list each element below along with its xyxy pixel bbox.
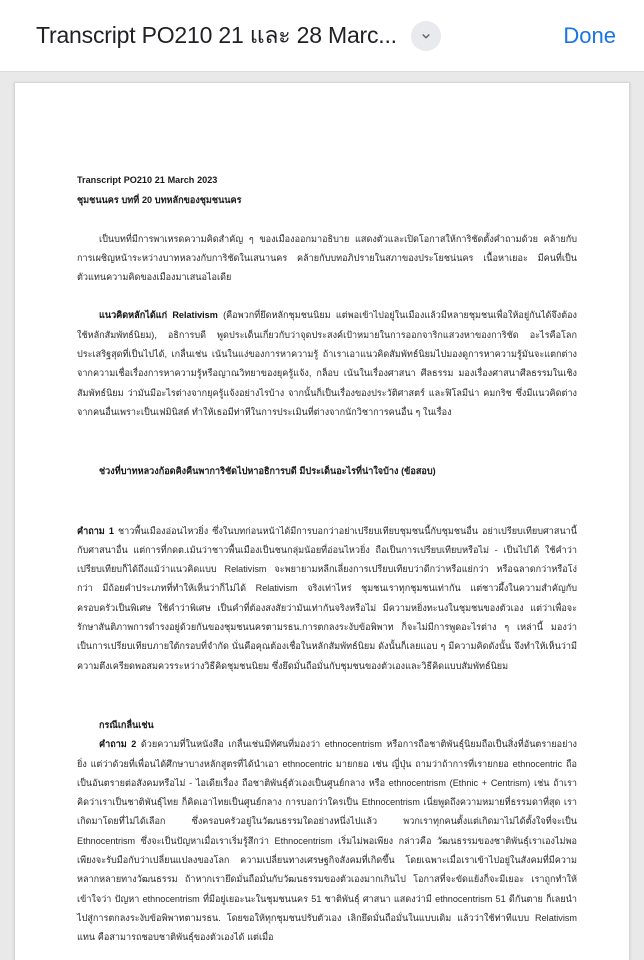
question-2-label: คำถาม 2 bbox=[99, 739, 137, 750]
document-body bbox=[77, 171, 577, 948]
spacer bbox=[77, 443, 577, 462]
paragraph-question-1 bbox=[77, 522, 577, 676]
doc-heading-chapter: ชุมชนนคร บทที่ 20 บทหลักของชุมชนนคร bbox=[77, 195, 242, 206]
question-1-text: ชาวพื้นเมืองอ่อนไหวยิ่ง ซึ่งในบทก่อนหน้าได้มีการบอกว่าอย่าเปรียบเทียบชุมชนนี้กับชุมชนอื่น อย่าเปรียบเทียบศาสนานี้กับศาสนาอื่น แต่การที่กดต.เม้นว่าชาวพื้นเมืองเป็นชนกลุ่มน้อยที่อ่อนไหวยิ่ง ถือเป็นการเปรียบเทียบหรือไม่ - เป็นไปได้ ใช้คำว่าเปรียบเทียบก็ได้ถึงแม้ว่าแนวคิดแบบ Relativism จะพยายามหลีกเลี่ยงการเปรียบเทียบว่าดีกว่าหรือแย่กว่า หรือฉลาดกว่าหรือโง่กว่า มีถ้อยคำประเภทที่ทำให้เห็นว่าก็ไม่ได้ Relativism จริงเท่าไหร่ ชุมชนเราทุกชุมชนเท่ากัน แต่ชาวผึ้งในความสำคัญกับครอบครัวเป็นพิเศษ ใช้คำว่าพิเศษ เป็นคำที่ต้องสงสัยว่ามันเท่ากันจริงหรือไม่ มีความหยิ่งทะนงในชุมชนของตัวเอง แต่ว่าเพื่อจะรักษาสันติภาพการดำรงอยู่ด้วยกันของชุมชนนครตามรธน.การตกลงระงับข้อพิพาท ก็จะไม่มีการพูดอะไรต่าง ๆ เหล่านี้ มองว่าเป็นการเปรียบเทียบภายใต้กรอบที่จำกัด นั่นคือคุณต้องเชื่อในหลักสัมพัทธ์นิยม ดังนั้นก็เลยแอบ ๆ มีความคิดดังนั้น จึงทำให้เห็นว่ามีความตึงเครียดพอสมควรระหว่างวิธีคิดชุมชนนิยม ซึ่งยึดมั่นถือมั่นกับชุมชนของตัวเองและวิธีคิดแบบสัมพัทธ์นิยม bbox=[77, 525, 577, 671]
spacer bbox=[77, 503, 577, 522]
spacer bbox=[77, 482, 577, 503]
document-page bbox=[14, 82, 630, 960]
question-1-label: คำถาม 1 bbox=[77, 525, 114, 536]
section-heading-exam: ช่วงที่บาทหลวงก้อดคิงคืนพาการิชัดไปหาอธิการบดี มีประเด็นอะไรที่น่าใจบ้าง (ข้อสอบ) bbox=[99, 466, 436, 477]
spacer bbox=[77, 697, 577, 716]
spacer bbox=[77, 676, 577, 697]
doc-heading-transcript: Transcript PO210 21 March 2023 bbox=[77, 175, 218, 185]
paragraph-relativism bbox=[77, 306, 577, 422]
paragraph-relativism-lead: แนวคิดหลักได้แก่ Relativism bbox=[99, 310, 218, 321]
document-viewport[interactable] bbox=[0, 72, 644, 960]
app-header bbox=[0, 0, 644, 72]
paragraph-question-2 bbox=[77, 735, 577, 947]
paragraph-relativism-rest: (คือพวกที่ยึดหลักชุมชนนิยม แต่พอเข้าไปอยู่ในเมืองแล้วมีหลายชุมชนเพื่อให้อยู่กันได้จึงต้องใช้หลักสัมพัทธ์นิยม), อธิการบดี พูดประเด็นเกี่ยวกับว่าจุดประสงค์เป้าหมายในการออกจาริกแสวงหาของการิชัด อะไรคือโลกประเสริฐสุดที่เป็นไปได้, เกลื่นเช่น เน้นในแง่ของการหาความรู้ ถ้าเราเอาแนวคิดสัมพัทธ์นิยมไปมองดูการหาความรู้มันจะแตกต่างจากความเชื่อเรื่องการหาความรู้หรือญาณวิทยาของยุครู้แจ้ง, กล็อบ เน้นในเรื่องศาสนา ศีลธรรม มองเรื่องศาสนาศีลธรรมในเชิงสัมพัทธ์นิยม ว่ามันมีอะไรต่างจากยุครู้แจ้งอย่างไรบ้าง จากนั้นก็เป็นเรื่องของประวัติศาสตร์ และฟิโลมีน่า คมกริช ซึ่งมีแนวคิดต่างจากคนอื่นเพราะเป็นเฟมินิสต์ ทำให้เธอมีท่าทีในการประเมินที่ต่างจากนักวิชาการคนอื่น ๆ ในเรื่อง bbox=[77, 310, 577, 417]
scrollbar[interactable] bbox=[640, 72, 644, 960]
paragraph-intro: เป็นบทที่มีการพาเหรดความคิดสำคัญ ๆ ของเมืองออกมาอธิบาย แสดงตัวและเปิดโอกาสให้การิชัดตั้งคำถามด้วย คล้ายกับการเผชิญหน้าระหว่างบาทหลวงกับการิชัดในเสนานคร คล้ายกับบทอภิปรายในสภาของประโยชน่นคร เนื้อหาเยอะ มีคนที่เป็นตัวแทนความคิดของเมืองมาเสนอไอเดีย bbox=[77, 233, 577, 283]
chevron-down-glyph bbox=[419, 29, 433, 43]
chevron-down-icon[interactable] bbox=[411, 21, 441, 51]
spacer bbox=[77, 422, 577, 443]
question-2-text: ด้วยความที่ในหนังสือ เกลื่นเช่นมีทัศนที่มองว่า ethnocentrism หรือการถือชาติพันธุ์นิยมถือเป็นสิ่งที่อันตรายอย่างยิ่ง แต่ว่าด้วยที่เพื่อนได้ศึกษาบางหลักสูตรที่ได้นำเอา ethnocentric มายกยอ เช่น ญี่ปุ่น ถามว่าถ้าการที่เรายกยอ ethnocentric ถือเป็นอันตรายต่อสังคมหรือไม่ - ไอเดียเรื่อง ถือชาติพันธุ์ตัวเองเป็นศูนย์กลาง หรือ ethnocentrism (Ethnic + Centrism) เช่น ถ้าเราคิดว่าเราเป็นชาติพันธุ์ไทย ก็คิดเอาไทยเป็นศูนย์กลาง การบอกว่าใครเป็น Ethnocentrism เนี่ยพูดถึงความหมายที่ธรรมดาที่สุด เราเกิดมาโดยที่ไม่ได้เลือก ซึ่งครอบครัวอยู่ในวัฒนธรรมใดอย่างหนึ่งไปแล้ว พวกเราทุกคนตั้งแต่เกิดมาไม่ได้ตั้งใจที่จะเป็น Ethnocentrism ซึ่งจะเป็นปัญหาเมื่อเราเริ่มรู้สึกว่า Ethnocentrism เริ่มไม่พอเพียง กล่าวคือ วัฒนธรรมของชาติพันธุ์เราเองไม่พอเพียงจะรับมือกับว่าเปลี่ยนแปลงของโลก ความเปลี่ยนทางเศรษฐกิจสังคมที่เกิดขึ้น โดยเฉพาะเมื่อเราเข้าไปอยู่ในสังคมที่มีความหลากหลายทางวัฒนธรรม ถ้าหากเรายึดมั่นถือมั่นกับวัฒนธรรมของตัวเองมากเกินไป โอกาสที่จะขัดแย้งก็จะมีเยอะ เราถูกทำให้เข้าใจว่า ปัญหา ethnocentrism ที่มีอยู่เยอะนะในชุมชนนคร 51 ชาติพันธุ์ ศาสนา แสดงว่ามี ethnocentrism 51 ดีกันตาย ก็เลยนำไปสู่การตกลงระงับข้อพิพาทตามรธน. โดยขอให้ทุกชุมชนปรับตัวเอง เลิกยึดมั่นถือมั่นในแบบเดิม แล้วว่าใช้ท่าทีแบบ Relativism แทน คือสามารถชอบชาติพันธุ์ของตัวเองได้ แต่เมื่อ bbox=[77, 739, 577, 943]
spacer bbox=[77, 287, 577, 306]
section-heading-case: กรณีเกลื่นเช่น bbox=[99, 719, 154, 730]
spacer bbox=[77, 211, 577, 230]
page-title: Transcript PO210 21 และ 28 Marc... bbox=[36, 21, 397, 48]
done-button[interactable]: Done bbox=[563, 22, 616, 48]
